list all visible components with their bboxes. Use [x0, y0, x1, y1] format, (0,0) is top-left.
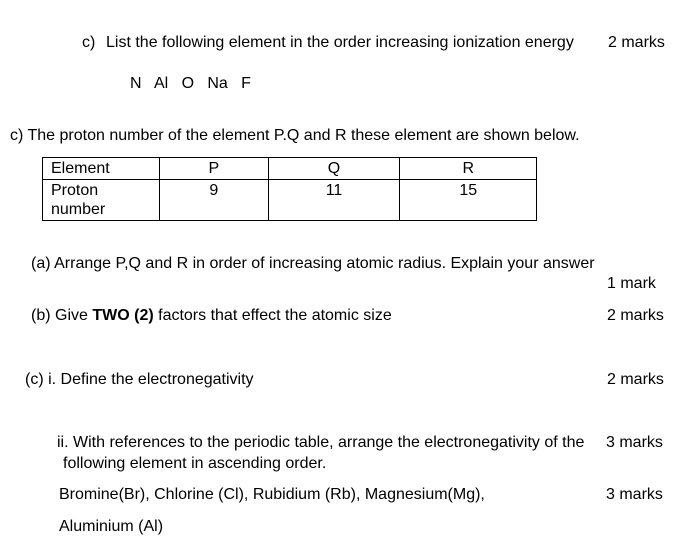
question-a-marks: 1 mark	[607, 275, 656, 292]
proton-number-r: 15	[400, 180, 537, 221]
question-b-bold: TWO (2)	[92, 307, 154, 324]
question-cii-marks: 3 marks	[606, 434, 663, 451]
question-b-prefix: (b) Give	[31, 307, 93, 324]
question-ci-text: (c) i. Define the electronegativity	[25, 371, 254, 388]
question-cii-line-2: following element in ascending order.	[63, 455, 327, 472]
question-b-suffix: factors that effect the atomic size	[153, 307, 392, 324]
row-label-line-2: number	[51, 201, 106, 218]
question-2-intro: c) The proton number of the element P.Q and R these element are shown below.	[10, 127, 580, 144]
table-header-row	[43, 158, 537, 180]
table-header-r: R	[400, 158, 537, 180]
question-1-text: List the following element in the order increasing ionization energy	[106, 34, 574, 51]
table-row-label	[43, 180, 160, 221]
element-list-2-marks: 3 marks	[606, 486, 663, 503]
element-list-2-line-2: Aluminium (Al)	[59, 518, 164, 535]
proton-number-q: 11	[268, 180, 400, 221]
element-list-2-line-1: Bromine(Br), Chlorine (Cl), Rubidium (Rb), Magnesium(Mg),	[59, 486, 485, 503]
question-1-marks: 2 marks	[608, 34, 665, 51]
question-b-marks: 2 marks	[607, 307, 664, 324]
proton-number-table	[42, 157, 537, 221]
table-row	[43, 180, 537, 221]
question-b-text	[31, 308, 392, 324]
question-1-label: c)	[82, 34, 96, 51]
table-header-q: Q	[268, 158, 400, 180]
question-ci-marks: 2 marks	[607, 371, 664, 388]
question-cii-line-1: ii. With references to the periodic table, arrange the electronegativity of the	[57, 434, 585, 451]
proton-number-p: 9	[160, 180, 269, 221]
table-header-element: Element	[43, 158, 160, 180]
table-header-p: P	[160, 158, 269, 180]
element-list-1: N Al O Na F	[130, 75, 251, 92]
question-a-text: (a) Arrange P,Q and R in order of increasing atomic radius. Explain your answer	[31, 255, 595, 272]
row-label-line-1: Proton	[51, 182, 99, 199]
